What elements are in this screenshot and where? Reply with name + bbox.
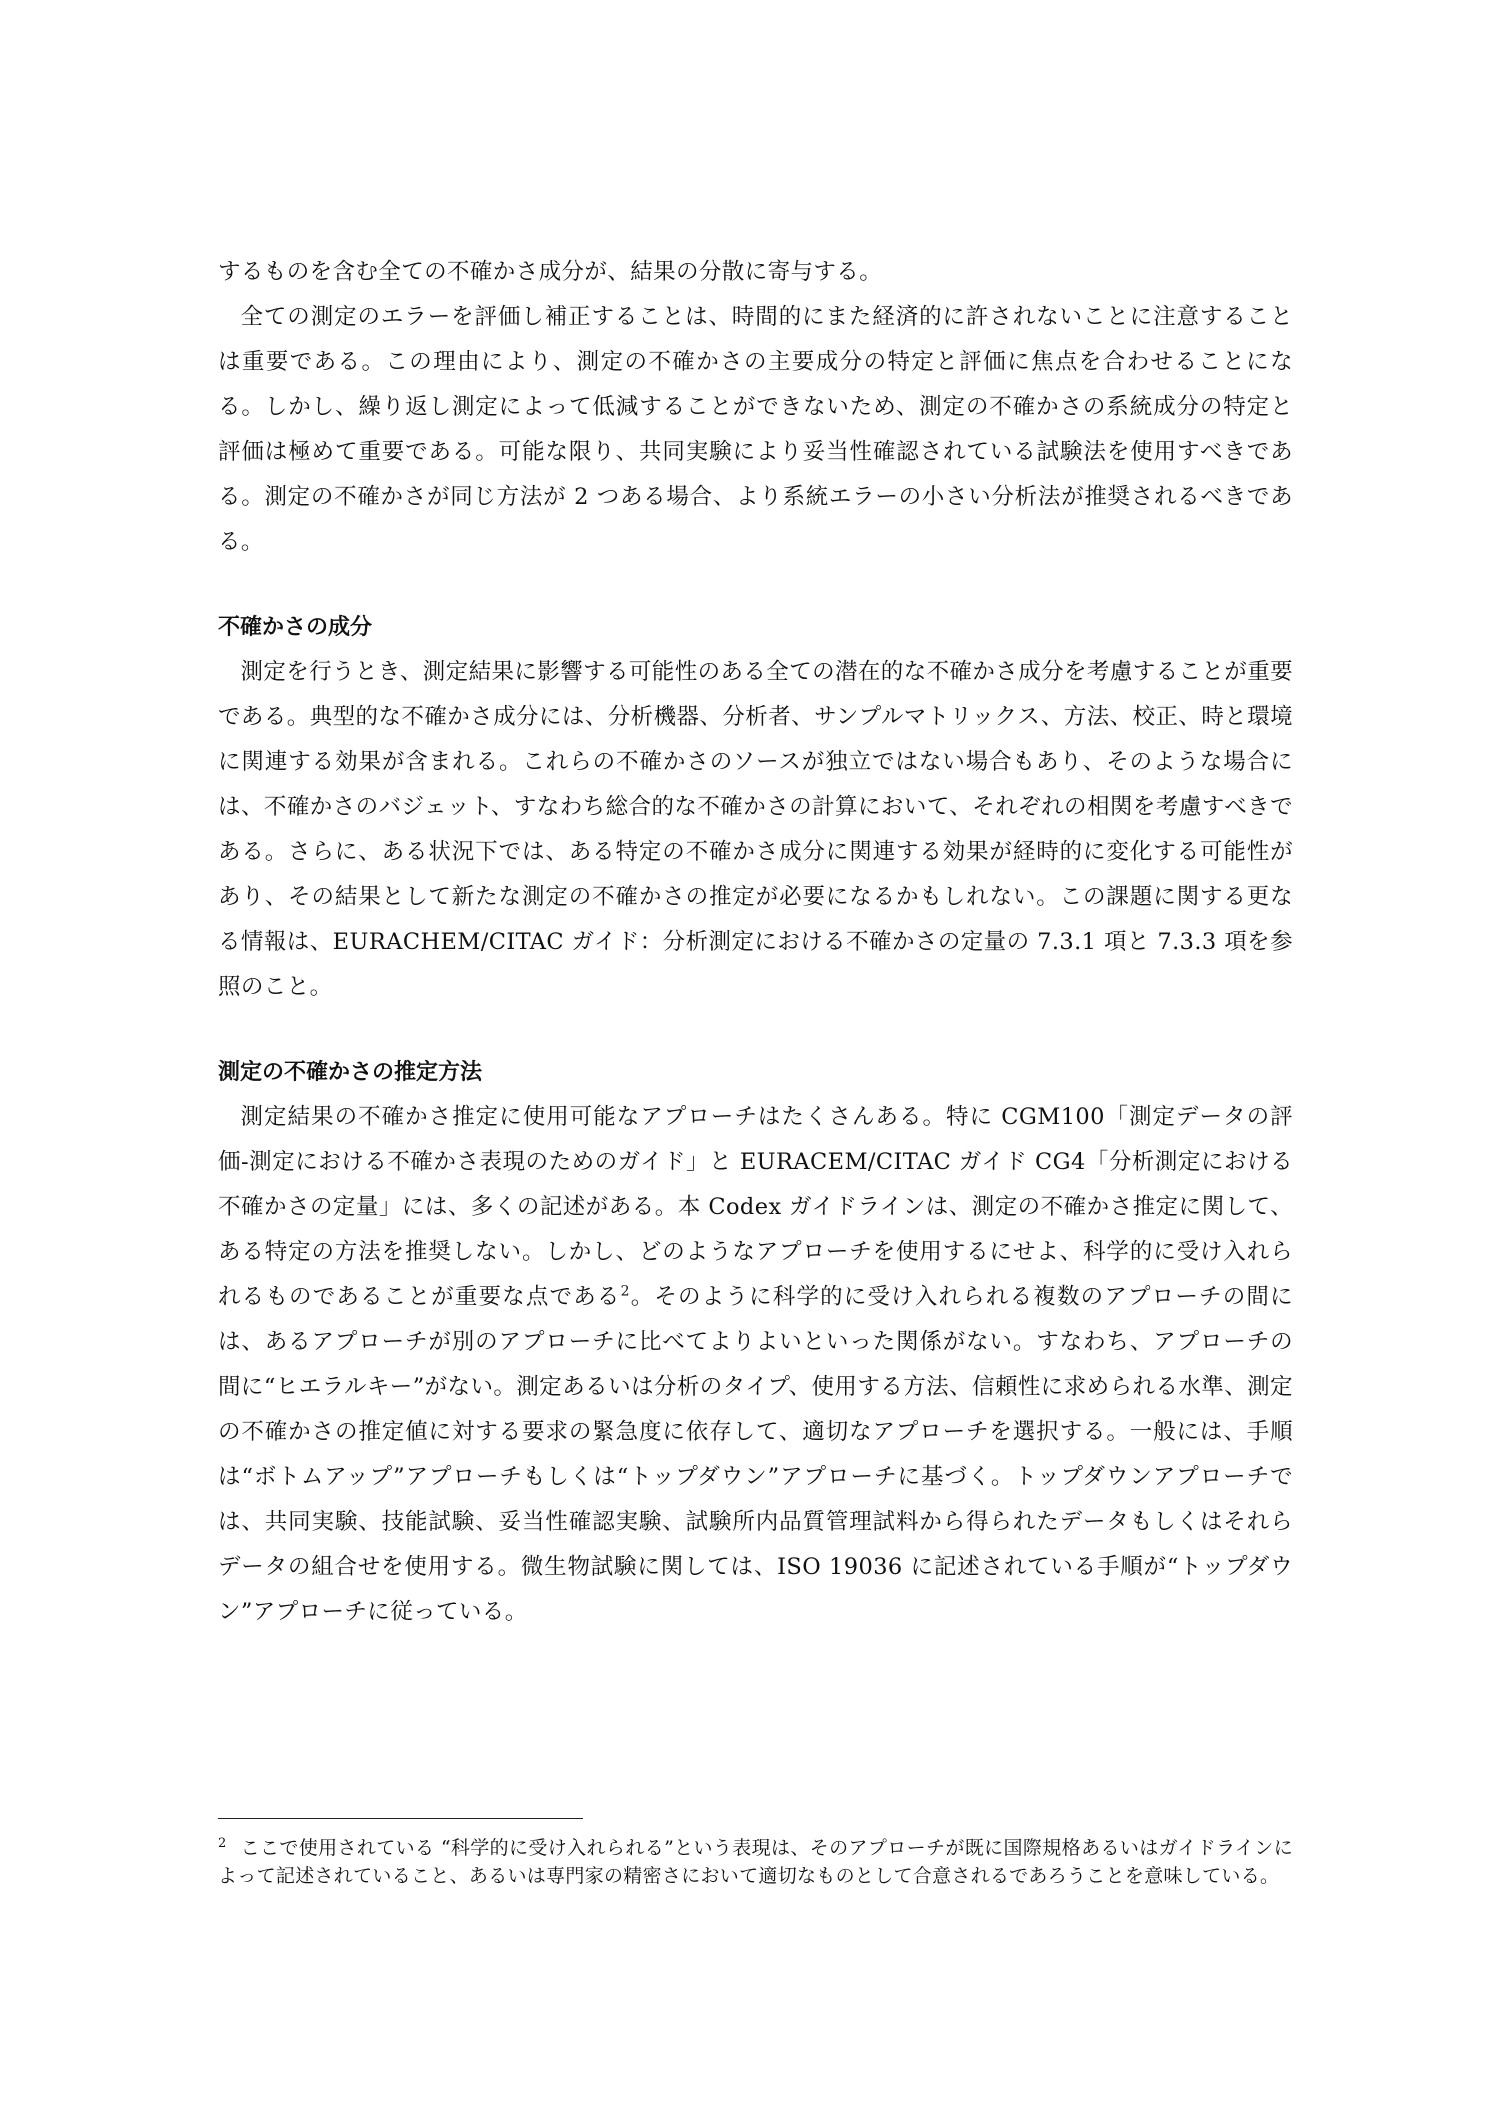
section-gap xyxy=(218,1010,1293,1050)
paragraph-uncertainty-components: 測定を行うとき、測定結果に影響する可能性のある全ての潜在的な不確かさ成分を考慮することが重要である。典型的な不確かさ成分には、分析機器、分析者、サンプルマトリックス、方法、校正、時と環境に関連する効果が含まれる。これらの不確かさのソースが独立ではない場合もあり、そのような場合には、不確かさのバジェット、すなわち総合的な不確かさの計算において、それぞれの相関を考慮すべきである。さらに、ある状況下では、ある特定の不確かさ成分に関連する効果が経時的に変化する可能性があり、その結果として新たな測定の不確かさの推定が必要になるかもしれない。この課題に関する更なる情報は、EURACHEM/CITAC ガイド：分析測定における不確かさの定量の 7.3.1 項と 7.3.3 項を参照のこと。 xyxy=(218,659,1294,1000)
section-heading-uncertainty-components: 不確かさの成分 xyxy=(218,615,373,640)
section-gap xyxy=(218,565,1293,605)
footnote-number: 2 xyxy=(218,1835,227,1851)
paragraph-error-correction: 全ての測定のエラーを評価し補正することは、時間的にまた経済的に許されないことに注意することは重要である。この理由により、測定の不確かさの主要成分の特定と評価に焦点を合わせることになる。しかし、繰り返し測定によって低減することができないため、測定の不確かさの系統成分の特定と評価は極めて重要である。可能な限り、共同実験により妥当性確認されている試験法を使用すべきである。測定の不確かさが同じ方法が 2 つある場合、より系統エラーの小さい分析法が推奨されるべきである。 xyxy=(218,304,1293,555)
estimation-text-part1: 測定結果の不確かさ推定に使用可能なアプローチはたくさんある。特に CGM100「測定データの評価-測定における不確かさ表現のためのガイド」と EURACEM/CITAC ガイド CG4「分析測定における不確かさの定量」には、多くの記述がある。本 Codex ガイドラインは、測定の不確かさ推定に関して、ある特定の方法を推奨しない。しかし、どのようなアプローチを使用するにせよ、科学的に受け入れられるものであることが重要な点である xyxy=(218,1104,1293,1310)
footnote-reference[interactable]: 2 xyxy=(620,1283,630,1300)
paragraph-estimation-methods xyxy=(218,1095,1293,1635)
section-heading-estimation-methods: 測定の不確かさの推定方法 xyxy=(218,1060,483,1085)
footnote-text: ここで使用されている “科学的に受け入れられる”という表現は、そのアプローチが既に国際規格あるいはガイドラインによって記述されていること、あるいは専門家の精密さにおいて適切なものとして合意されるであろうことを意味している。 xyxy=(218,1837,1293,1887)
estimation-text-part2: 。そのように科学的に受け入れられる複数のアプローチの間には、あるアプローチが別のアプローチに比べてよりよいといった関係がない。すなわち、アプローチの間に“ヒエラルキー”がない。測定あるいは分析のタイプ、使用する方法、信頼性に求められる水準、測定の不確かさの推定値に対する要求の緊急度に依存して、適切なアプローチを選択する。一般には、手順は“ボトムアップ”アプローチもしくは“トップダウン”アプローチに基づく。トップダウンアプローチでは、共同実験、技能試験、妥当性確認実験、試験所内品質管理試料から得られたデータもしくはそれらデータの組合せを使用する。微生物試験に関しては、ISO 19036 に記述されている手順が“トップダウン”アプローチに従っている。 xyxy=(218,1284,1293,1625)
document-body xyxy=(218,250,1293,1635)
footnote-separator xyxy=(218,1818,583,1819)
footnote xyxy=(218,1834,1293,1890)
paragraph-continuation: するものを含む全ての不確かさ成分が、結果の分散に寄与する。 xyxy=(218,259,883,285)
